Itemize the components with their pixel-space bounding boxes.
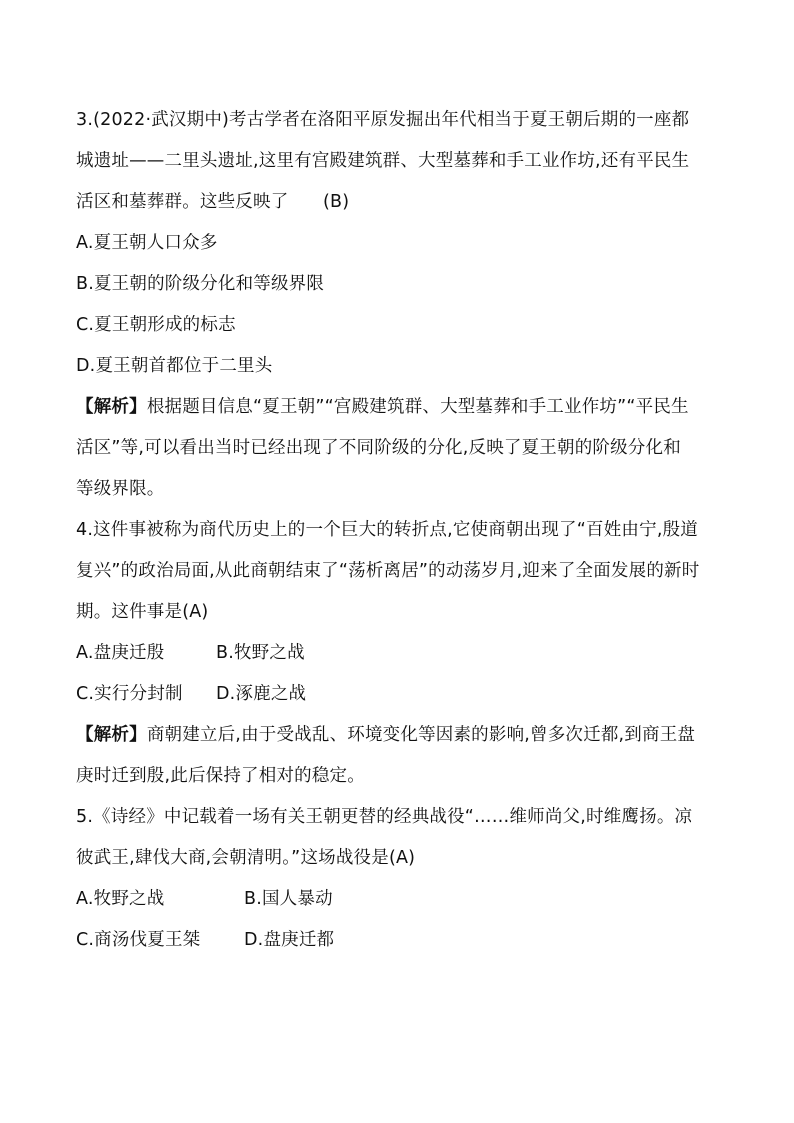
- q3-analysis-line-2: 活区”等,可以看出当时已经出现了不同阶级的分化,反映了夏王朝的阶级分化和: [76, 438, 681, 458]
- q4-options-row-2: [76, 674, 726, 715]
- q4-option-c: C.实行分封制: [76, 684, 183, 704]
- q3-option-c: C.夏王朝形成的标志: [76, 315, 236, 335]
- q5-stem-line-1: 5.《诗经》中记载着一场有关王朝更替的经典战役“……维师尚父,时维鹰扬。凉: [76, 807, 693, 827]
- q3-analysis-line-3: 等级界限。: [76, 479, 165, 499]
- q4-option-d: D.涿鹿之战: [216, 684, 307, 704]
- q5-option-d: D.盘庚迁都: [244, 930, 335, 950]
- q4-stem-line-2: 复兴”的政治局面,从此商朝结束了“荡析离居”的动荡岁月,迎来了全面发展的新时: [76, 561, 700, 581]
- q4-option-b: B.牧野之战: [216, 643, 305, 663]
- q3-stem-line-1: 3.(2022·武汉期中)考古学者在洛阳平原发掘出年代相当于夏王朝后期的一座都: [76, 110, 690, 130]
- q5-options-row-1: [76, 879, 726, 920]
- analysis-tag: 【解析】: [76, 725, 147, 745]
- q4-option-a: A.盘庚迁殷: [76, 643, 165, 663]
- q4-stem-line-3: 期。这件事是(A): [76, 602, 209, 622]
- document-page: [76, 100, 726, 961]
- q5-option-c: C.商汤伐夏王桀: [76, 930, 201, 950]
- q3-analysis-text-1: 根据题目信息“夏王朝”“宫殿建筑群、大型墓葬和手工业作坊”“平民生: [146, 397, 689, 417]
- q3-stem-line-3: 活区和墓葬群。这些反映了 (B): [76, 192, 350, 212]
- q4-analysis-line-2: 庚时迁到殷,此后保持了相对的稳定。: [76, 766, 365, 786]
- analysis-tag: 【解析】: [76, 397, 147, 417]
- q4-analysis-text-1: 商朝建立后,由于受战乱、环境变化等因素的影响,曾多次迁都,到商王盘: [146, 725, 696, 745]
- q5-option-b: B.国人暴动: [244, 889, 333, 909]
- q3-option-d: D.夏王朝首都位于二里头: [76, 356, 273, 376]
- q4-analysis-line-1: [76, 715, 726, 756]
- q5-options-row-2: [76, 920, 726, 961]
- q3-analysis-line-1: [76, 387, 726, 428]
- q5-option-a: A.牧野之战: [76, 889, 165, 909]
- q4-stem-line-1: 4.这件事被称为商代历史上的一个巨大的转折点,它使商朝出现了“百姓由宁,殷道: [76, 520, 698, 540]
- q3-option-b: B.夏王朝的阶级分化和等级界限: [76, 274, 325, 294]
- q5-stem-line-2: 彼武王,肆伐大商,会朝清明。”这场战役是(A): [76, 848, 416, 868]
- q3-option-a: A.夏王朝人口众多: [76, 233, 218, 253]
- q3-stem-line-2: 城遗址——二里头遗址,这里有宫殿建筑群、大型墓葬和手工业作坊,还有平民生: [76, 151, 690, 171]
- q4-options-row-1: [76, 633, 726, 674]
